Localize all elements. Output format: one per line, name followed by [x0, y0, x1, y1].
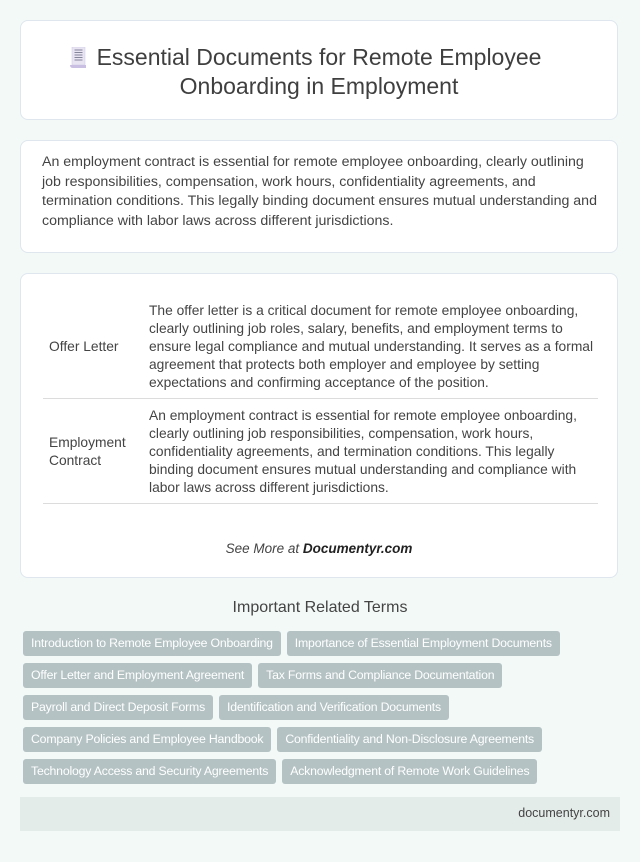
tag-row: [23, 663, 613, 695]
related-term-tag[interactable]: Confidentiality and Non-Disclosure Agreements: [277, 727, 542, 752]
header-card: [20, 20, 618, 120]
related-term-tag[interactable]: Technology Access and Security Agreements: [23, 759, 276, 784]
intro-text: An employment contract is essential for remote employee onboarding, clearly outlining job responsibilities, compensation, work hours, confidentiality agreements, and termination conditions. This legally binding document ensures mutual understanding and compliance with labor laws across different jurisdictions.: [42, 154, 597, 229]
document-description: The offer letter is a critical document for remote employee onboarding, clearly outlining job roles, salary, benefits, and employment terms to ensure legal compliance and mutual understanding. It serves as a formal agreement that protects both employer and employee by setting expectations and confirming acceptance of the position.: [141, 294, 598, 399]
table-row: [43, 399, 598, 504]
see-more-prefix: See More at: [225, 541, 303, 556]
page-title: [21, 43, 617, 101]
related-term-tag[interactable]: Identification and Verification Documents: [219, 695, 449, 720]
related-term-tag[interactable]: Offer Letter and Employment Agreement: [23, 663, 252, 688]
related-term-tag[interactable]: Payroll and Direct Deposit Forms: [23, 695, 213, 720]
document-label: Offer Letter: [43, 294, 141, 399]
related-term-tag[interactable]: Tax Forms and Compliance Documentation: [258, 663, 502, 688]
footer: [20, 797, 620, 831]
title-line-2: Onboarding in Employment: [179, 73, 459, 99]
related-terms-title: Important Related Terms: [232, 599, 408, 616]
document-description: An employment contract is essential for remote employee onboarding, clearly outlining job responsibilities, compensation, work hours, confidentiality agreements, and termination conditions. This legally binding document ensures mutual understanding and compliance with labor laws across different jurisdictions.: [141, 399, 598, 504]
see-more-site[interactable]: Documentyr.com: [302, 541, 413, 556]
title-line-1: Essential Documents for Remote Employee: [96, 44, 542, 70]
documents-table: [43, 294, 598, 504]
related-term-tag[interactable]: Introduction to Remote Employee Onboarding: [23, 631, 281, 656]
related-term-tag[interactable]: Company Policies and Employee Handbook: [23, 727, 271, 752]
tag-row: [23, 631, 613, 663]
tag-row: [23, 695, 613, 727]
document-label: Employment Contract: [43, 399, 141, 504]
table-row: [43, 294, 598, 399]
footer-site-link[interactable]: documentyr.com: [518, 806, 610, 820]
intro-card: [20, 140, 618, 253]
related-term-tag[interactable]: Importance of Essential Employment Documents: [287, 631, 560, 656]
documents-card: [20, 273, 618, 578]
tag-row: [23, 759, 613, 791]
related-terms-list: [23, 631, 613, 791]
tag-row: [23, 727, 613, 759]
see-more-link[interactable]: [21, 541, 617, 556]
related-term-tag[interactable]: Acknowledgment of Remote Work Guidelines: [282, 759, 537, 784]
